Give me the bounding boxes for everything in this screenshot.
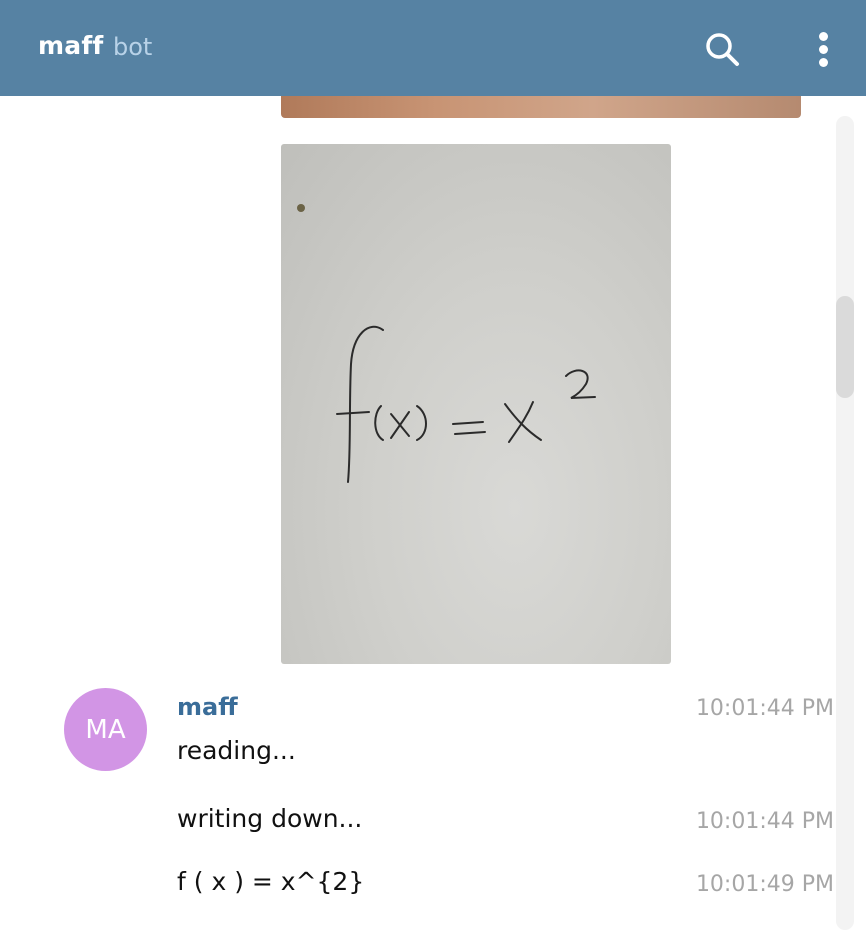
photo-message[interactable] bbox=[281, 144, 671, 664]
more-menu-button[interactable] bbox=[810, 28, 838, 72]
handwritten-equation-image bbox=[281, 144, 671, 664]
message-time: 10:01:49 PM bbox=[695, 872, 834, 897]
message-text: reading... bbox=[177, 736, 296, 765]
message-history[interactable] bbox=[0, 96, 866, 930]
search-icon bbox=[700, 28, 744, 72]
message-time: 10:01:44 PM bbox=[695, 696, 834, 721]
photo-message-previous[interactable] bbox=[281, 96, 801, 118]
avatar[interactable]: MA bbox=[64, 688, 147, 771]
message-sender[interactable]: maff bbox=[177, 693, 238, 721]
chat-title[interactable]: maff bbox=[38, 31, 104, 60]
scrollbar-thumb[interactable] bbox=[836, 296, 854, 398]
chat-subtitle: bot bbox=[113, 33, 153, 61]
message-time: 10:01:44 PM bbox=[695, 809, 834, 834]
message-text: writing down... bbox=[177, 804, 363, 833]
search-button[interactable] bbox=[700, 28, 744, 72]
chat-header bbox=[0, 0, 866, 96]
message-text: f ( x ) = x^{2} bbox=[177, 867, 365, 896]
scrollbar-track[interactable] bbox=[836, 116, 854, 930]
